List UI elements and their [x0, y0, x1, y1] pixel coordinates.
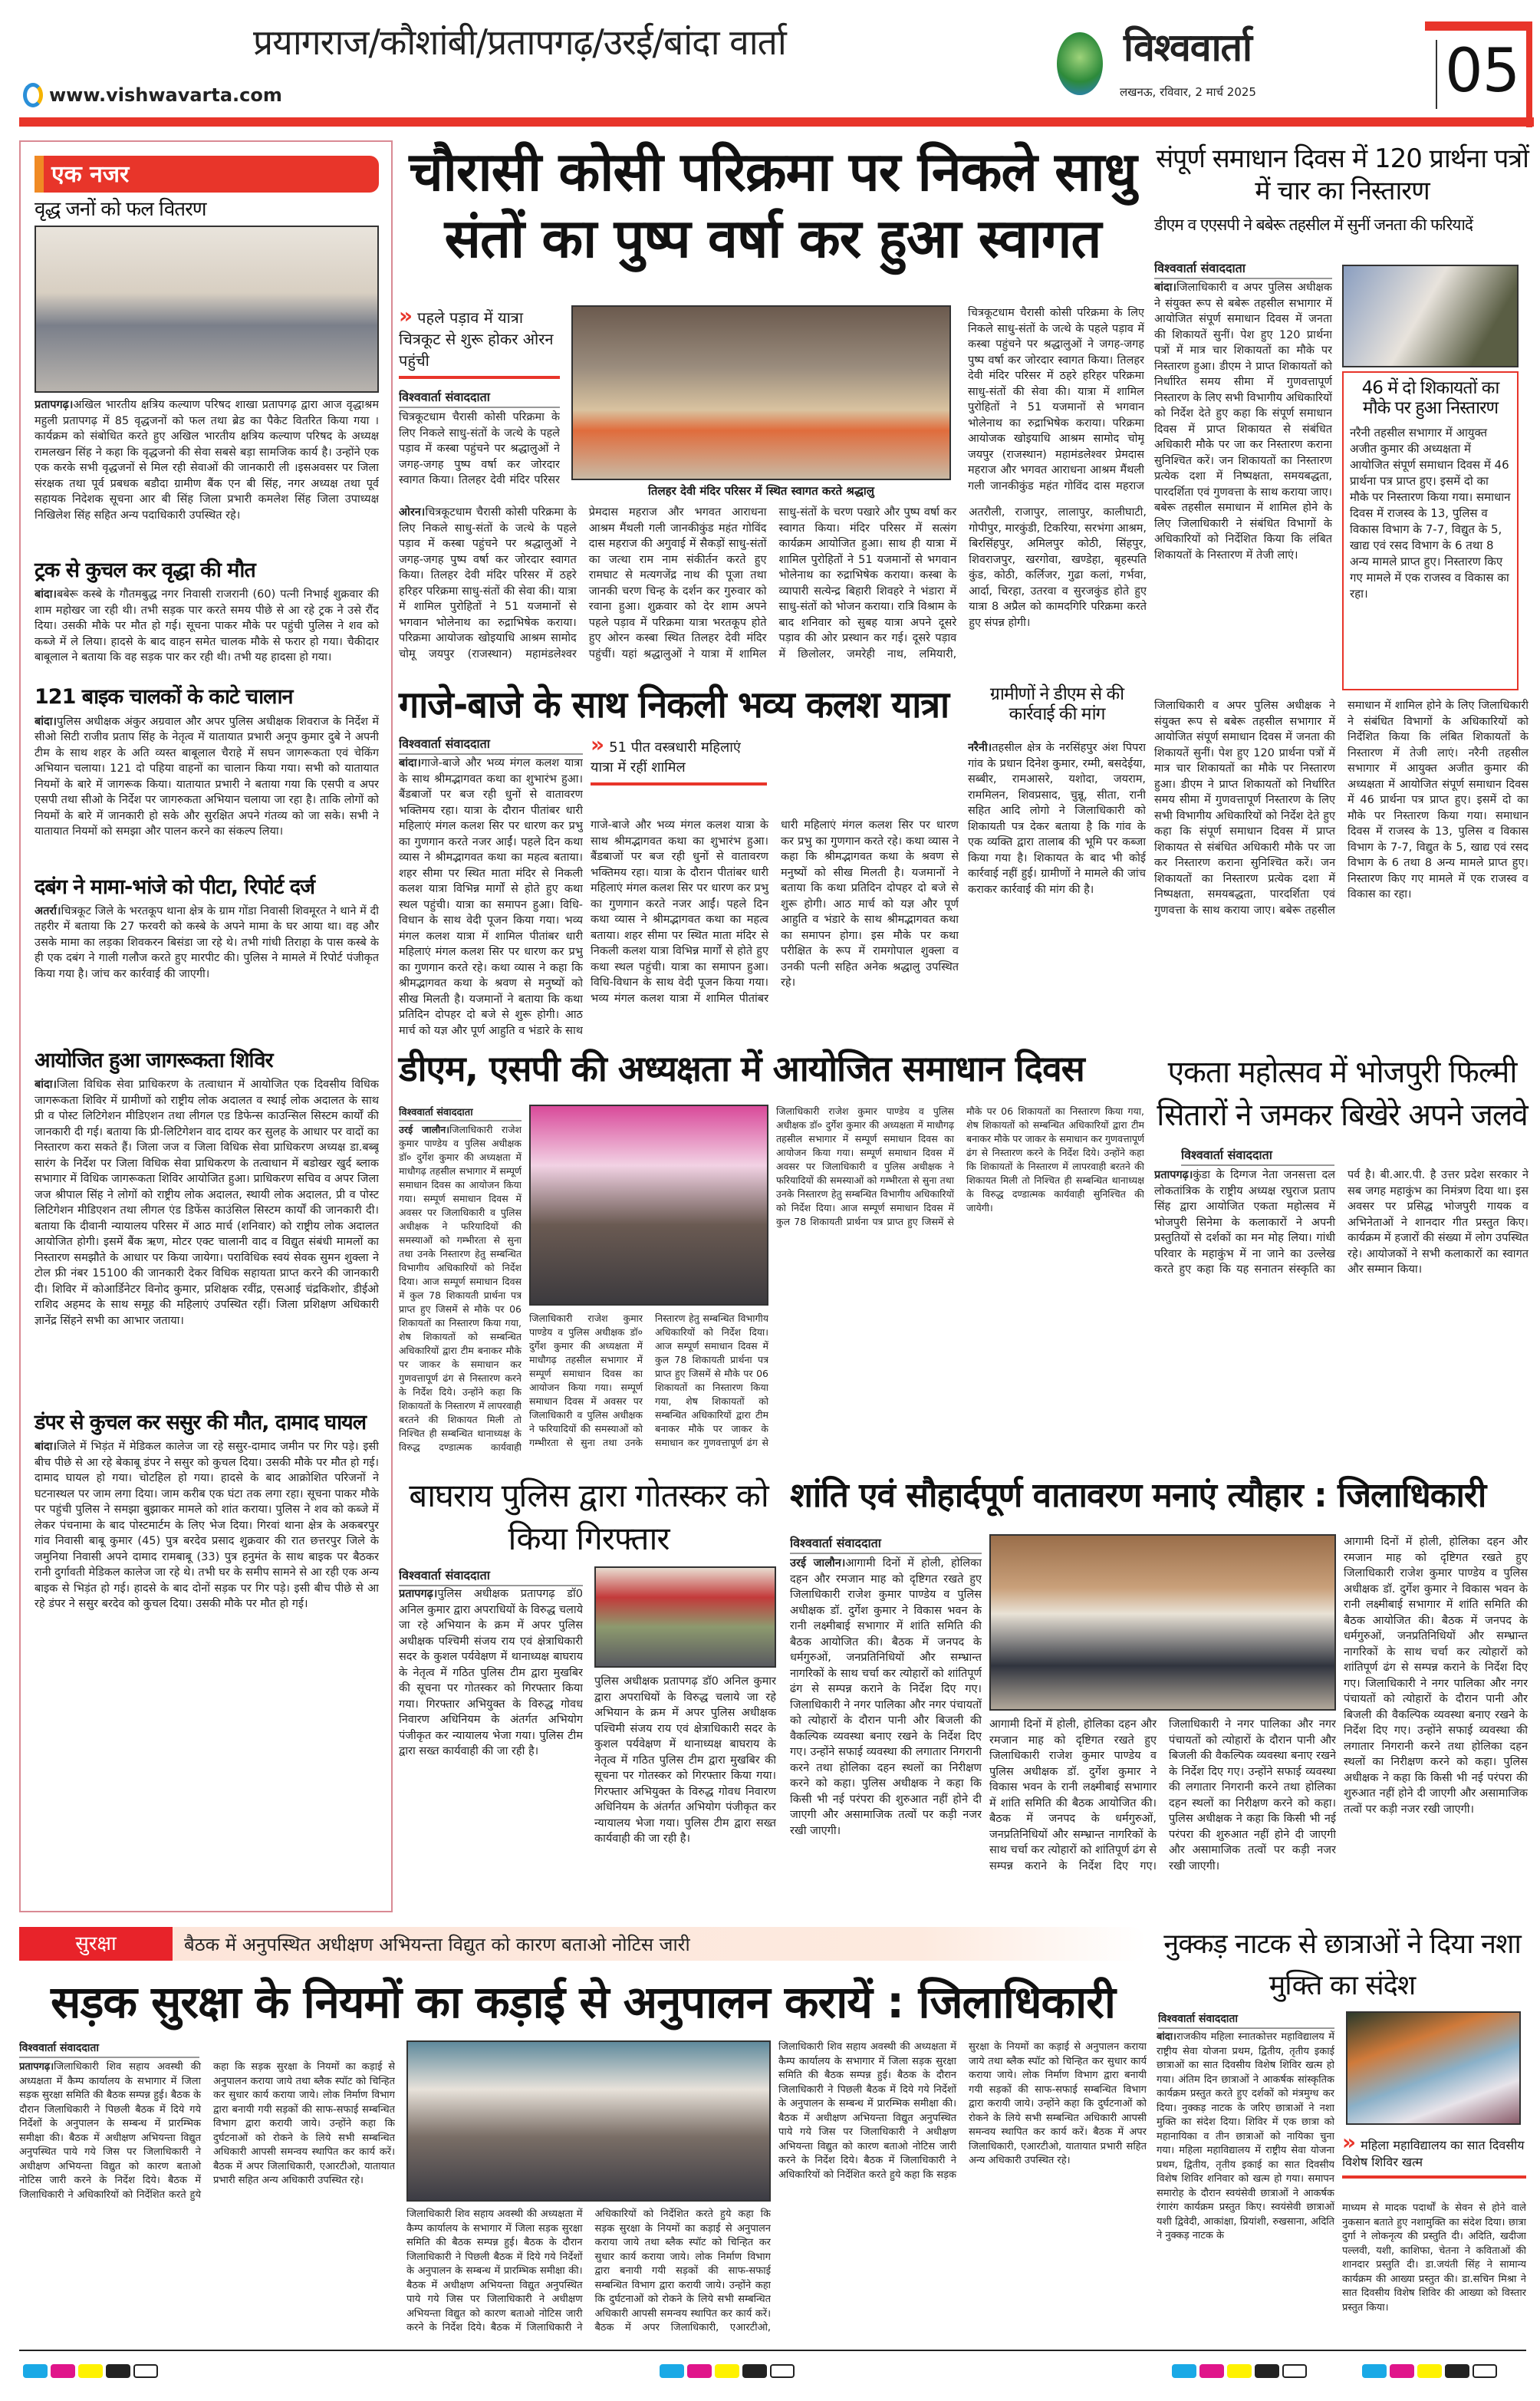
baghray-headline: बाघराय पुलिस द्वारा गोतस्कर को किया गिरफ्तार: [409, 1477, 768, 1557]
byline: विश्ववार्ता संवाददाता: [399, 735, 583, 755]
lead-headline-line2: संतों का पुष्प वर्षा कर हुआ स्वागत: [444, 207, 1101, 270]
story-headline: ट्रक से कुचल कर वृद्धा की मौत: [35, 558, 255, 583]
story-body: बांदा।बबेरू कस्बे के गौतमबुद्ध नगर निवासी राजरानी (60) पत्नी निभाई शुक्रवार की शाम महोखर जा रही थी। तभी सड़क पार करते समय पीछे से आ रहे ट्रक ने उसे रौंद दिया। उसकी मौके पर मौत हो गई। सूचना पाकर मौके पर पहुंची पुलिस ने शव को कब्जे में ले लिया। हादसे के बाद वाहन समेत चालक मौके से फरार हो गया। चैकीदार बाबूलाल ने बताया कि वह सड़क पार कर रही थी। तभी यह हादसा हो गया।: [35, 588, 379, 664]
safety-meeting-photo: [406, 2040, 771, 2202]
story-headline: आयोजित हुआ जागरूकता शिविर: [35, 1048, 273, 1072]
complaints-box: [1342, 371, 1519, 690]
right-top-headline: संपूर्ण समाधान दिवस में 120 प्रार्थना पत्रों में चार का निस्तारण: [1156, 143, 1528, 206]
right-top-subhead: डीएम व एएसपी ने बबेरू तहसील में सुनीं जनता की फरियादें: [1154, 216, 1473, 234]
color-registration-marks: [1362, 2364, 1497, 2378]
website-url: www.vishwavarta.com: [49, 84, 282, 106]
shanti-headline: शांति एवं सौहार्दपूर्ण वातावरण मनाएं त्यौहार : जिलाधिकारी: [790, 1476, 1486, 1515]
byline: विश्ववार्ता संवाददाता: [790, 1534, 982, 1554]
ek-nazar-tag: एक नजर: [35, 156, 379, 193]
shanti-body-cont: आगामी दिनों में होली, होलिका दहन और रमजान माह को दृष्टिगत रखते हुए जिलाधिकारी राजेश कुमार पाण्डेय व पुलिस अधीक्षक डॉ. दुर्गेश कुमार ने विकास भवन के रानी लक्ष्मीबाई सभागार में शांति समिति की बैठक आयोजित की। बैठक में जनपद के धर्मगुरुओं, जनप्रतिनिधियों और सम्भ्रान्त नागरिकों के साथ चर्चा कर त्योहारों को शांतिपूर्ण ढंग से सम्पन्न कराने के निर्देश दिए गए। जिलाधिकारी ने नगर पालिका और नगर पंचायतों को त्योहारों के दौरान पानी और बिजली की वैकल्पिक व्यवस्था बनाए रखने के निर्देश दिए गए। उन्होंने सफाई व्यवस्था की लगातार निगरानी करने तथा होलिका दहन स्थलों का निरीक्षण करने को कहा। पुलिस अधीक्षक ने कहा कि किसी भी नई परंपरा की शुरुआत नहीं होने दी जाएगी और असामाजिक तत्वों पर कड़ी नजर रखी जाएगी।: [989, 1718, 1336, 1872]
right-top-body: बांदा।जिलाधिकारी व अपर पुलिस अधीक्षक ने संयुक्त रूप से बबेरू तहसील सभागार में आयोजित संपूर्ण समाधान दिवस में जनता की शिकायतें सुनीं। पेश हुए 120 प्रार्थना पत्रों में मात्र चार शिकायतों का मौके पर निस्तारण हुआ। डीएम ने प्राप्त शिकायतों को निर्धारित समय सीमा में गुणवत्तापूर्ण निस्तारण के लिए सभी विभागीय अधिकारियों को निर्देश देते हुए कहा कि संपूर्ण समाधान दिवस में प्राप्त शिकायत से संबंधित अधिकारी मौके पर जा कर निस्तारण कराना सुनिश्चित करें। जन शिकायतों का निस्तारण प्रत्येक दशा में निष्पक्षता, समयबद्धता, पारदर्शिता एवं गुणवत्ता के साथ कराया जाए। बबेरू तहसील समाधान में शामिल होने के लिए जिलाधिकारी ने संबंधित विभागों के अधिकारियों को निर्देशित किया कि लंबित शिकायतों के निस्तारण में तेजी लाएं।: [1154, 282, 1332, 562]
shanti-meeting-photo: [989, 1534, 1336, 1711]
lead-body-right: चित्रकूटधाम चैरासी कोसी परिक्रमा के लिए निकले साधु-संतों के जत्थे के पहले पड़ाव में कस्बा पहुंचने पर श्रद्धालुओं ने जगह-जगह पुष्प वर्षा कर जोरदार स्वागत किया। तिलहर देवी मंदिर परिसर में ठहरे हरिहर परिक्रमा साधु-संतों की सेवा की। यात्रा में शामिल पुरोहितों ने 51 यजमानों से भगवान भोलेनाथ का रुद्राभिषेक कराया। परिक्रमा आयोजक खोइयाधि आश्रम सामोद चोमू जयपुर (राजस्थान) महामंडलेश्वर प्रेमदास महराज और भगवत आराधना आश्रम मैंथली गली जानकीकुंड महंत गोविंद दास महराज: [968, 307, 1144, 492]
story-body: बांदा।जिले में भिड़ंत में मेडिकल कालेज जा रहे ससुर-दामाद जमीन पर गिर पड़े। इसी बीच पीछे से आ रहे बेकाबू डंपर ने ससुर को कुचल दिया। उसकी मौके पर मौत हो गई। दामाद घायल हो गया। चोटहिल हो गया। हादसे के बाद आक्रोशित परिजनों ने घटनास्थल पर जाम लगा दिया। जाम करीब एक घंटा तक लगा रहा। सूचना पाकर मौके पर पहुंची पुलिस ने समझा बुझाकर मामले को शांत कराया। पुलिस ने शव को कब्जे में लेकर पंचनामा के बाद पोस्टमार्टम के लिए भेज दिया। गिरवां थाना क्षेत्र के अकबरपुर गांव निवासी बाबू कुमार (45) पुत्र बरदेव प्रसाद शुक्रवार की रात छत्तरपुर जिले के जमुनिया निवासी अपने दामाद रामबाबू (33) पुत्र हनुमंत के साथ बाइक पर बैठकर रानी दुर्गावती मेडिकल कालेज जा रहे थे। तभी घर के समीप सामने से आ रही एक अन्य बाइक से भिड़ंत हो गई। हादसे के बाद दोनों सड़क पर गिर पड़े। इसी बीच पीछे से आ रहे डंपर ने ससुर बरदेव को कुचल दिया। उसकी मौके पर मौत हो गई।: [35, 1441, 379, 1611]
dmsp-body: उरई जालौन।जिलाधिकारी राजेश कुमार पाण्डेय व पुलिस अधीक्षक डॉ० दुर्गेश कुमार की अध्यक्षता में माधौगढ़ तहसील सभागार में सम्पूर्ण समाधान दिवस का आयोजन किया गया। सम्पूर्ण समाधान दिवस में अवसर पर जिलाधिकारी व पुलिस अधीक्षक ने फरियादियों की समस्याओं को गम्भीरता से सुना तथा उनके निस्तारण हेतु सम्बन्धित विभागीय अधिकारियों को निर्देश दिया। आज सम्पूर्ण समाधान दिवस में कुल 78 शिकायती प्रार्थना पत्र प्राप्त हुए जिसमें से मौके पर 06 शिकायतों का निस्तारण किया गया, शेष शिकायतों को सम्बन्धित अधिकारियों द्वारा टीम बनाकर मौके पर जाकर के समाधान कर गुणवत्तापूर्ण ढंग से निस्तारण करने के निर्देश दिये। उन्होंने कहा कि शिकायतों के निस्तारण में लापरवाही बरतने की शिकायत मिली तो निश्चित ही सम्बन्धित थानाध्यक्ष के विरुद्ध दण्डात्मक कार्यवाही: [399, 1124, 522, 1453]
lead-body: ओरन।चित्रकूटधाम चैरासी कोसी परिक्रमा के लिए निकले साधु-संतों के जत्थे के पहले पड़ाव में कस्बा पहुंचने पर श्रद्धालुओं ने जगह-जगह पुष्प वर्षा कर जोरदार स्वागत किया। तिलहर देवी मंदिर परिसर में ठहरे हरिहर परिक्रमा साधु-संतों की सेवा की। यात्रा में शामिल पुरोहितों ने 51 यजमानों से भगवान भोलेनाथ का रुद्राभिषेक कराया। परिक्रमा आयोजक खोइयाधि आश्रम सामोद चोमू जयपुर (राजस्थान) महामंडलेश्वर प्रेमदास महराज और भगवत आराधना आश्रम मैंथली गली जानकीकुंड महंत गोविंद दास महराज की अगुवाई में सैकड़ों साधु-संतों का जत्था राम नाम संकीर्तन करते हुए रामघाट से मत्यगजेंद्र नाथ की पूजा तथा जानकी चरण चिन्ह के दर्शन कर गुरुवार को रवाना हुआ। शुक्रवार को देर शाम अपने पहले पड़ाव में परिक्रमा यात्रा भरतकूप होते हुए ओरन कस्बा स्थित तिलहर देवी मंदिर पहुंचीं। यहां श्रद्धालुओं ने यात्रा में शामिल साधु-संतों के चरण पखारे और पुष्प वर्षा कर स्वागत किया। मंदिर परिसर में सत्संग कार्यक्रम आयोजित हुआ। साथ ही यात्रा में शामिल पुरोहितों ने 51 यजमानों से भगवान भोलेनाथ का रुद्राभिषेक कराया। कस्बा के व्यापारी सत्येन्द्र बिहारी शिवहरे ने भंडारा में साधु-संतों को भोजन कराया। रात्रि विश्राम के बाद शनिवार को सुबह यात्रा अपने दूसरे पड़ाव की ओर प्रस्थान कर गई। दूसरे पड़ाव में छिलोलर, जमरेही नाथ, लमियारी, अतरौली, राजापुर, लालापुर, कालीघाटी, गोपीपुर, मारकुंडी, टिकरिया, सरभंगा आश्रम, बिरसिंहपुर, अमिलपुर कोठी, सिंहपुर, शिवराजपुर, खरगोवा, खण्डेहा, बृहस्पति कुंड, कोठी, कर्लिजर, गुढा कलां, गर्भवा, आर्दा, चिरहा, उतरवा व सुरजकुंड होते हुए यात्रा 8 अप्रैल को कामदगिरि परिक्रमा करते हुए संपन्न होगी।: [399, 506, 1147, 660]
right-top-body-cont: जिलाधिकारी व अपर पुलिस अधीक्षक ने संयुक्त रूप से बबेरू तहसील सभागार में आयोजित संपूर्ण समाधान दिवस में जनता की शिकायतें सुनीं। पेश हुए 120 प्रार्थना पत्रों में मात्र चार शिकायतों का मौके पर निस्तारण हुआ। डीएम ने प्राप्त शिकायतों को निर्धारित समय सीमा में गुणवत्तापूर्ण निस्तारण के लिए सभी विभागीय अधिकारियों को निर्देश देते हुए कहा कि संपूर्ण समाधान दिवस में प्राप्त शिकायत से संबंधित अधिकारी मौके पर जा कर निस्तारण कराना सुनिश्चित करें। जन शिकायतों का निस्तारण प्रत्येक दशा में निष्पक्षता, समयबद्धता, पारदर्शिता एवं गुणवत्ता के साथ कराया जाए। बबेरू तहसील समाधान में शामिल होने के लिए जिलाधिकारी ने संबंधित विभागों के अधिकारियों को निर्देशित किया कि लंबित शिकायतों के निस्तारण में तेजी लाएं। नरैनी तहसील सभागार में आयुक्त अजीत कुमार की अध्यक्षता में आयोजित संपूर्ण समाधान दिवस में 46 प्रार्थना पत्र प्राप्त हुए। इसमें दो का मौके पर निस्तारण किया गया। समाधान दिवस में राजस्व के 13, पुलिस व विकास विभाग के 7-7, विद्युत के 5, खाद्य एवं रसद विभाग के 6 तथा 8 अन्य मामले प्राप्त हुए। निस्तारण किए गए मामले में एक राजस्व व विकास का रहा।: [1154, 700, 1528, 917]
brand-logo-icon: [1057, 32, 1103, 95]
byline: विश्ववार्ता संवाददाता: [1154, 259, 1332, 279]
byline: विश्ववार्ता संवाददाता: [399, 388, 560, 408]
kalash-body-cont: गाजे-बाजे और भव्य मंगल कलश यात्रा के साथ श्रीमद्भागवत कथा का शुभारंभ हुआ। बैंडबाजों पर बज रही धुनों से वातावरण भक्तिमय रहा। यात्रा के दौरान पीतांबर धारी महिलाएं मंगल कलश सिर पर धारण कर प्रभु का गुणगान करते नजर आईं। पहले दिन कथा व्यास ने श्रीमद्भागवत कथा का महत्व बताया। शहर सीमा पर स्थित माता मंदिर से निकली कलश यात्रा विभिन्न मार्गों से होते हुए कथा स्थल पहुंची। यात्रा का समापन हुआ। विधि-विधान के साथ वेदी पूजन किया गया। भव्य मंगल कलश यात्रा में शामिल पीतांबर धारी महिलाएं मंगल कलश सिर पर धारण कर प्रभु का गुणगान करते रहे। कथा व्यास ने कहा कि श्रीमद्भागवत कथा के श्रवण से मनुष्यों को सीख मिलती है। यजमानों ने बताया कि कथा प्रतिदिन दोपहर दो बजे से शुरू होगी। आठ मार्च को यज्ञ और पूर्ण आहुति व भंडारे के साथ श्रीमद्भागवत कथा का समापन होगा। इस मौके पर कथा परीक्षित के रूप में रामगोपाल शुक्ला व उनकी पत्नी सहित अनेक श्रद्धालु उपस्थित रहे।: [591, 819, 959, 1005]
story-body: अतर्रा।चित्रकूट जिले के भरतकूप थाना क्षेत्र के ग्राम गोंडा निवासी शिवमूरत ने थाने में दी तहरीर में बताया कि 27 फरवरी को कस्बे के अपने मामा के घर आया था। वह और उसके मामा का लड़का शिवकरन बिसंडा जा रहे थे। तभी गांधी तिराहा के पास कस्बे के ही एक दबंग ने गाली गलौज करते हुए मारपीट की। पुलिस ने मामले में रिपोर्ट पंजीकृत किया गया है। जांच कर कार्रवाई की जाएगी।: [35, 904, 379, 980]
kalash-pull-quote: » 51 पीत वस्त्रधारी महिलाएं यात्रा में रहीं शामिल: [591, 735, 767, 786]
footer-rule: [19, 2350, 1526, 2351]
chevron-icon: »: [1342, 2129, 1357, 2155]
gramin-body: नरैनी।तहसील क्षेत्र के नरसिंहपुर अंश पिपरा गांव के प्रधान दिनेश कुमार, रम्मी, बसदेईया, सब्बीर, रामआसरे, यशोदा, जयराम, राममिलन, शिवप्रसाद, चुन्नू, सीता, रानी सहित आदि लोगो ने जिलाधिकारी को शिकायती पत्र देकर बताया है कि गांव के एक व्यक्ति द्वारा तालाब की भूमि पर कब्जा किया गया है। शिकायत के बाद भी कोई कार्रवाई नहीं हुई। ग्रामीणों ने मामले की जांच कराकर कार्रवाई की मांग की है।: [968, 742, 1146, 896]
safety-headline: सड़क सुरक्षा के नियमों का कड़ाई से अनुपालन करायें : जिलाधिकारी: [51, 1976, 1115, 2028]
gramin-headline: ग्रामीणों ने डीएम से की कार्रवाई की मांग: [989, 684, 1124, 724]
safety-body: प्रतापगढ़।जिलाधिकारी शिव सहाय अवस्थी की अध्यक्षता में कैम्प कार्यालय के सभागार में जिला सड़क सुरक्षा समिति की बैठक सम्पन्न हुई। बैठक के दौरान जिलाधिकारी ने पिछली बैठक में दिये गये निर्देशों के अनुपालन के सम्बन्ध में प्रारम्भिक समीक्षा की। बैठक में अधीक्षण अभियन्ता विद्युत अनुपस्थित पाये गये जिस पर जिलाधिकारी ने अधीक्षण अभियन्ता विद्युत को कारण बताओ नोटिस जारी करने के निर्देश दिये। बैठक में जिलाधिकारी ने अधिकारियों को निर्देशित करते हुये कहा कि सड़क सुरक्षा के नियमों का कड़ाई से अनुपालन कराया जाये तथा ब्लैक स्पॉट को चिन्हित कर सुधार कार्य कराया जाये। लोक निर्माण विभाग द्वारा बनायी गयी सड़कों की साफ-सफाई सम्बन्धित विभाग द्वारा करायी जाये। उन्होंने कहा कि दुर्घटनाओं को रोकने के लिये सभी सम्बन्धित अधिकारी आपसी समन्वय स्थापित कर कार्य करें। बैठक में अपर जिलाधिकारी, एआरटीओ, यातायात प्रभारी सहित अन्य अधिकारी उपस्थित रहे।: [19, 2061, 395, 2201]
baghray-body: प्रतापगढ़।पुलिस अधीक्षक प्रतापगढ़ डॉ0 अनिल कुमार द्वारा अपराधियों के विरुद्ध चलाये जा रहे अभियान के क्रम में अपर पुलिस अधीक्षक पश्चिमी संजय राय एवं क्षेत्राधिकारी सदर के कुशल पर्यवेक्षण में थानाध्यक्ष बाघराय के नेतृत्व में गठित पुलिस टीम द्वारा मुखबिर की सूचना पर गोतस्कर को गिरफ्तार किया गया। गिरफ्तार अभियुक्त के विरुद्ध गोवध निवारण अधिनियम के अंतर्गत अभियोग पंजीकृत कर न्यायालय भेजा गया। पुलिस टीम द्वारा सख्त कार्यवाही की जा रही है।: [399, 1588, 583, 1757]
page-divider: [1436, 40, 1437, 109]
kalash-body: बांदा।गाजे-बाजे और भव्य मंगल कलश यात्रा के साथ श्रीमद्भागवत कथा का शुभारंभ हुआ। बैंडबाजों पर बज रही धुनों से वातावरण भक्तिमय रहा। यात्रा के दौरान पीतांबर धारी महिलाएं मंगल कलश सिर पर धारण कर प्रभु का गुणगान करते नजर आईं। पहले दिन कथा व्यास ने श्रीमद्भागवत कथा का महत्व बताया। शहर सीमा पर स्थित माता मंदिर से निकली कलश यात्रा विभिन्न मार्गों से होते हुए कथा स्थल पहुंची। यात्रा का समापन हुआ। विधि-विधान के साथ वेदी पूजन किया गया। भव्य मंगल कलश यात्रा में शामिल पीतांबर धारी महिलाएं मंगल कलश सिर पर धारण कर प्रभु का गुणगान करते रहे। कथा व्यास ने कहा कि श्रीमद्भागवत कथा के श्रवण से मनुष्यों को सीख मिलती है। यजमानों ने बताया कि कथा प्रतिदिन दोपहर दो बजे से शुरू होगी। आठ मार्च को यज्ञ और पूर्ण आहुति व भंडारे के साथ: [399, 757, 583, 1037]
safety-body-cont: जिलाधिकारी शिव सहाय अवस्थी की अध्यक्षता में कैम्प कार्यालय के सभागार में जिला सड़क सुरक्षा समिति की बैठक सम्पन्न हुई। बैठक के दौरान जिलाधिकारी ने पिछली बैठक में दिये गये निर्देशों के अनुपालन के सम्बन्ध में प्रारम्भिक समीक्षा की। बैठक में अधीक्षण अभियन्ता विद्युत अनुपस्थित पाये गये जिस पर जिलाधिकारी ने अधीक्षण अभियन्ता विद्युत को कारण बताओ नोटिस जारी करने के निर्देश दिये। बैठक में जिलाधिकारी ने अधिकारियों को निर्देशित करते हुये कहा कि सड़क सुरक्षा के नियमों का कड़ाई से अनुपालन कराया जाये तथा ब्लैक स्पॉट को चिन्हित कर सुधार कार्य कराया जाये। लोक निर्माण विभाग द्वारा बनायी गयी सड़कों की साफ-सफाई सम्बन्धित विभाग द्वारा करायी जाये। उन्होंने कहा कि दुर्घटनाओं को रोकने के लिये सभी सम्बन्धित अधिकारी आपसी समन्वय स्थापित कर कार्य करें। बैठक में अपर जिलाधिकारी, एआरटीओ,: [406, 2208, 771, 2333]
color-registration-marks: [660, 2364, 795, 2378]
nukkad-photo: [1346, 2011, 1521, 2125]
edition-title: प्रयागराज/कौशांबी/प्रतापगढ़/उरई/बांदा वार्ता: [253, 21, 786, 63]
story-headline: दबंग ने मामा-भांजे को पीटा, रिपोर्ट दर्ज: [35, 874, 315, 899]
safety-kicker: बैठक में अनुपस्थित अधीक्षण अभियन्ता विद्युत को कारण बताओ नोटिस जारी: [184, 1934, 690, 1955]
ekta-body: प्रतापगढ़।कुंडा के दिग्गज नेता जनसत्ता दल लोकतांत्रिक के राष्ट्रीय अध्यक्ष रघुराज प्रताप सिंह द्वारा आयोजित एकता महोत्सव में भोजपुरी सिनेमा के कलाकारों ने अपनी प्रस्तुतियों से दर्शकों का मन मोह लिया। गांधी परिवार के महाकुंभ में ना जाने का उल्लेख करते हुए कहा कि यह सनातन संस्कृति का पर्व है। बी.आर.पी. है उत्तर प्रदेश सरकार ने सब जगह महाकुंभ का निमंत्रण दिया था। इस अवसर पर प्रसिद्ध भोजपुरी गायक व अभिनेताओं ने शानदार गीत प्रस्तुत किए। कार्यक्रम में हजारों की संख्या में लोग उपस्थित रहे। आयोजकों ने सभी कलाकारों का स्वागत और सम्मान किया।: [1154, 1169, 1528, 1276]
baghray-photo: [594, 1566, 776, 1668]
story-headline: 121 बाइक चालकों के काटे चालान: [35, 685, 293, 710]
dmsp-body-right: जिलाधिकारी राजेश कुमार पाण्डेय व पुलिस अधीक्षक डॉ० दुर्गेश कुमार की अध्यक्षता में माधौगढ़ तहसील सभागार में सम्पूर्ण समाधान दिवस का आयोजन किया गया। सम्पूर्ण समाधान दिवस में अवसर पर जिलाधिकारी व पुलिस अधीक्षक ने फरियादियों की समस्याओं को गम्भीरता से सुना तथा उनके निस्तारण हेतु सम्बन्धित विभागीय अधिकारियों को निर्देश दिया। आज सम्पूर्ण समाधान दिवस में कुल 78 शिकायती प्रार्थना पत्र प्राप्त हुए जिसमें से मौके पर 06 शिकायतों का निस्तारण किया गया, शेष शिकायतों को सम्बन्धित अधिकारियों द्वारा टीम बनाकर मौके पर जाकर के समाधान कर गुणवत्तापूर्ण ढंग से निस्तारण करने के निर्देश दिये। उन्होंने कहा कि शिकायतों के निस्तारण में लापरवाही बरतने की शिकायत मिली तो निश्चित ही सम्बन्धित थानाध्यक्ष के विरुद्ध दण्डात्मक कार्यवाही सुनिश्चित की जायेगी।: [776, 1105, 1144, 1227]
lead-headline-line1: चौरासी कोसी परिक्रमा पर निकले साधु: [409, 140, 1137, 203]
chevron-icon: »: [591, 732, 605, 757]
story-headline: डंपर से कुचल कर ससुर की मौत, दामाद घायल: [35, 1411, 367, 1435]
byline: विश्ववार्ता संवाददाता: [1181, 1146, 1334, 1166]
story-headline: वृद्ध जनों को फल वितरण: [35, 198, 206, 221]
nukkad-body-cont: माध्यम से मादक पदार्थों के सेवन से होने वाले नुकसान बताते हुए नशामुक्ति का संदेश दिया। छात्रा दुर्गा ने लोकनृत्य की प्रस्तुति दी। अदिति, खदीजा पल्लवी, यशी, काशिफा, चेतना ने कविताओं की शानदार प्रस्तुति दी। डा.जयंती सिंह ने सामान्य कार्यक्रम की आख्या प्रस्तुत की। डा.सचिन मिश्रा ने सात दिवसीय विशेष शिविर की आख्या को विस्तार प्रस्तुत किया।: [1342, 2202, 1526, 2314]
byline: विश्ववार्ता संवाददाता: [399, 1566, 583, 1586]
byline: विश्ववार्ता संवाददाता: [399, 1105, 522, 1121]
photo-caption: तिलहर देवी मंदिर परिसर में स्थित स्वागत करते श्रद्धालु: [648, 484, 874, 498]
color-registration-marks: [23, 2364, 158, 2378]
parikrama-photo: [571, 305, 951, 480]
nukkad-headline: नुक्कड़ नाटक से छात्राओं ने दिया नशा मुक्ति का संदेश: [1163, 1928, 1521, 2001]
box-headline: 46 में दो शिकायतों का मौके पर हुआ निस्तारण: [1361, 378, 1499, 418]
byline: विश्ववार्ता संवाददाता: [19, 2040, 199, 2058]
box-body: नरैनी तहसील सभागार में आयुक्त अजीत कुमार की अध्यक्षता में आयोजित संपूर्ण समाधान दिवस में 46 प्रार्थना पत्र प्राप्त हुए। इसमें दो का मौके पर निस्तारण किया गया। समाधान दिवस में राजस्व के 13, पुलिस व विकास विभाग के 7-7, विद्युत के 5, खाद्य एवं रसद विभाग के 6 तथा 8 अन्य मामले प्राप्त हुए। निस्तारण किए गए मामले में एक राजस्व व विकास का रहा।: [1350, 425, 1511, 601]
kalash-headline: गाजे-बाजे के साथ निकली भव्य कलश यात्रा: [399, 683, 949, 726]
dmsp-photo: [529, 1105, 768, 1306]
dmsp-headline: डीएम, एसपी की अध्यक्षता में आयोजित समाधान दिवस: [399, 1048, 1084, 1089]
website-logo-icon: [23, 83, 43, 107]
fruit-distribution-photo: [35, 226, 379, 393]
samadhan-photo: [1342, 265, 1519, 367]
ekta-headline: एकता महोत्सव में भोजपुरी फिल्मी सितारों ने जमकर बिखेरे अपने जलवे: [1157, 1055, 1528, 1133]
dmsp-body-cont: जिलाधिकारी राजेश कुमार पाण्डेय व पुलिस अधीक्षक डॉ० दुर्गेश कुमार की अध्यक्षता में माधौगढ़ तहसील सभागार में सम्पूर्ण समाधान दिवस का आयोजन किया गया। सम्पूर्ण समाधान दिवस में अवसर पर जिलाधिकारी व पुलिस अधीक्षक ने फरियादियों की समस्याओं को गम्भीरता से सुना तथा उनके निस्तारण हेतु सम्बन्धित विभागीय अधिकारियों को निर्देश दिया। आज सम्पूर्ण समाधान दिवस में कुल 78 शिकायती प्रार्थना पत्र प्राप्त हुए जिसमें से मौके पर 06 शिकायतों का निस्तारण किया गया, शेष शिकायतों को सम्बन्धित अधिकारियों द्वारा टीम बनाकर मौके पर जाकर के समाधान कर गुणवत्तापूर्ण ढंग से: [529, 1312, 768, 1448]
nukkad-pull-quote: » महिला महाविद्यालय का सात दिवसीय विशेष शिविर खत्म: [1342, 2134, 1526, 2179]
header-rule: [19, 117, 1534, 127]
place-date: लखनऊ, रविवार, 2 मार्च 2025: [1120, 85, 1256, 99]
baghray-body-cont: पुलिस अधीक्षक प्रतापगढ़ डॉ0 अनिल कुमार द्वारा अपराधियों के विरुद्ध चलाये जा रहे अभियान के क्रम में अपर पुलिस अधीक्षक पश्चिमी संजय राय एवं क्षेत्राधिकारी सदर के कुशल पर्यवेक्षण में थानाध्यक्ष बाघराय के नेतृत्व में गठित पुलिस टीम द्वारा मुखबिर की सूचना पर गोतस्कर को गिरफ्तार किया गया। गिरफ्तार अभियुक्त के विरुद्ध गोवध निवारण अधिनियम के अंतर्गत अभियोग पंजीकृत कर न्यायालय भेजा गया। पुलिस टीम द्वारा सख्त कार्यवाही की जा रही है।: [594, 1675, 776, 1845]
brand-name: विश्ववार्ता: [1124, 25, 1252, 70]
story-body: बांदा।पुलिस अधीक्षक अंकुर अग्रवाल और अपर पुलिस अधीक्षक शिवराज के निर्देश में सीओ सिटी राजीव प्रताप सिंह के नेतृत्व में यातायात प्रभारी अनूप कुमार दुबे ने अपनी टीम के साथ शहर के अति व्यस्त बाबूलाल चैराहे में सघन जागरूकता एवं चेकिंग अभियान चलाया। 121 दो पहिया वाहनों का चालान किया गया। सभी को यातायात नियमों के बारे में जागरूक किया। यातायात प्रभारी ने बताया गया कि एसपी व अपर एसपी तथा सीओ के निर्देश पर जागरुकता अभियान चलाया जा रहा है। ताकि लोगों को नियमों के बारे में जानकारी हो सके और सुरक्षित अपने गंतव्य को जा सके। सभी ने यातायात नियमों को समझा और पालन करने का संकल्प लिया।: [35, 715, 379, 838]
nukkad-body: बांदा।राजकीय महिला स्नातकोत्तर महाविद्यालय में राष्ट्रीय सेवा योजना प्रथम, द्वितीय, तृतीय इकाई छात्राओं का सात दिवसीय विशेष शिविर खत्म हो गया। अंतिम दिन छात्राओं ने आकर्षक सांस्कृतिक कार्यक्रम प्रस्तुत करते हुए दर्शकों को मंत्रमुग्ध कर दिया। नुक्कड़ नाटक के जरिए छात्राओं ने नशा मुक्ति का संदेश दिया। शिविर में एक छात्रा को महानायिका व तीन छात्राओं को नायिका चुना गया। महिला महाविद्यालय में राष्ट्रीय सेवा योजना प्रथम, द्वितीय, तृतीय इकाई का सात दिवसीय विशेष शिविर शनिवार को खत्म हो गया। समापन समारोह के दौरान स्वयंसेवी छात्राओं ने आकर्षक रंगारंग कार्यक्रम प्रस्तुत किए। स्वयंसेवी छात्राओं यशी द्विवेदी, आकांक्षा, प्रियांशी, रुखसाना, अदिति ने नुक्कड़ नाटक के: [1157, 2031, 1334, 2241]
shanti-body-right: आगामी दिनों में होली, होलिका दहन और रमजान माह को दृष्टिगत रखते हुए जिलाधिकारी राजेश कुमार पाण्डेय व पुलिस अधीक्षक डॉ. दुर्गेश कुमार ने विकास भवन के रानी लक्ष्मीबाई सभागार में शांति समिति की बैठक आयोजित की। बैठक में जनपद के धर्मगुरुओं, जनप्रतिनिधियों और सम्भ्रान्त नागरिकों के साथ चर्चा कर त्योहारों को शांतिपूर्ण ढंग से सम्पन्न कराने के निर्देश दिए गए। जिलाधिकारी ने नगर पालिका और नगर पंचायतों को त्योहारों के दौरान पानी और बिजली की वैकल्पिक व्यवस्था बनाए रखने के निर्देश दिए गए। उन्होंने सफाई व्यवस्था की लगातार निगरानी करने तथा होलिका दहन स्थलों का निरीक्षण करने को कहा। पुलिस अधीक्षक ने कहा कि किसी भी नई परंपरा की शुरुआत नहीं होने दी जाएगी और असामाजिक तत्वों पर कड़ी नजर रखी जाएगी।: [1344, 1536, 1528, 1816]
page-number: 05: [1445, 37, 1520, 106]
story-body: बांदा।जिला विधिक सेवा प्राधिकरण के तत्वाधान में आयोजित एक दिवसीय विधिक जागरूकता शिविर में ग्रामीणों को राष्ट्रीय लोक अदालत व स्थाई लोक अदालत के साथ प्री व पोस्ट लिटिगेशन मीडिएशन तथा लीगल एड डिफेन्स काउन्सिल सिस्टम कार्यों की जानकारी दी गई। बताया कि प्री-लिटिगेशन वाद दायर कर सुलह के आधार पर वादों का निस्तारण करा सकते हैं। जिला जज व जिला विधिक सेवा प्राधिकरण अध्यक्ष डा.बब्बू सारंग के निर्देश पर जिला विधिक सेवा प्राधिकरण के तत्वाधान में बडोखर खुर्द ब्लाक सभागार में विधिक जागरूकता शिविर आयोजित हुआ। प्राधिकरण सचिव व अपर जिला जज श्रीपाल सिंह ने लोगों को राष्ट्रीय लोक अदालत, स्थायी लोक अदालत, प्री व पोस्ट लिटिगेशन मीडिएशन तथा लीगल एंड डिफेंस काउंसिल सिस्टम कार्यों की जानकारी दी। बताया कि दीवानी न्यायालय परिसर में आठ मार्च (शनिवार) को राष्ट्रीय लोक अदालत आयोजित होगी। इसमें बैंक ऋण, मोटर एक्ट चालानी वाद व विद्युत संबंधी मामलों का निस्तारण समझौते के आधार पर किया जायेगा। पराविधिक स्वयं सेवक सुमन शुक्ला ने टोल फ्री नंबर 15100 की जानकारी देकर विधिक सहायता प्राप्त करने की जानकारी दी। शिविर में कोआर्डिनेटर विनोद कुमार, प्रशिक्षक रवींद्र, एसआई चंद्रकिशोर, डीईओ राशिद अहमद के साथ समूह की महिलाएं उपस्थित रहीं। जिला प्रशिक्षण अधिकारी ज्ञानेंद्र सिंहने सभी का आभार जताया।: [35, 1079, 379, 1327]
color-registration-marks: [1172, 2364, 1307, 2378]
safety-tag: सुरक्षा: [19, 1927, 173, 1961]
lead-body-side: चित्रकूटधाम चैरासी कोसी परिक्रमा के लिए निकले साधु-संतों के जत्थे के पहले पड़ाव में कस्बा पहुंचने पर श्रद्धालुओं ने जगह-जगह पुष्प वर्षा कर जोरदार स्वागत किया। तिलहर देवी मंदिर परिसर: [399, 411, 560, 486]
ek-nazar-column: [19, 140, 393, 1912]
lead-pull-quote: » पहले पड़ाव में यात्रा चित्रकूट से शुरू होकर ओरन पहुंची: [399, 305, 560, 379]
byline: विश्ववार्ता संवाददाता: [1158, 2011, 1334, 2029]
story-body: प्रतापगढ़।अखिल भारतीय क्षत्रिय कल्याण परिषद शाखा प्रतापगढ़ द्वारा आज वृद्धाश्रम महुली प्रतापगढ़ में 85 वृद्धजनों को फल तथा ब्रेड का पैकेट वितरित किया गया ।कार्यक्रम को संबोधित करते हुए अखिल भारतीय क्षत्रिय कल्याण परिषद के अध्यक्ष रामलखन सिंह ने कहा कि वृद्धजनो की सेवा सबसे बड़ा सामजिक कार्य है। उन्होंने एक एक करके सभी वृद्धजनों से मिल रही सेवाओं की जानकारी ली ।इसअवसर पर जिला संरक्षक तथा पूर्व प्रबधक बडौदा ग्रामीण बैंक एन बी सिंह, नगर अध्यक्ष तथा पूर्व सहायक निदेशक सूचना आर बी सिंह जिला प्रभारी कमलेश सिंह जिला उपाध्यक्ष निखिलेश सिंह सहित अन्य पदाधिकारी उपस्थित रहे।: [35, 399, 379, 522]
chevron-icon: »: [399, 303, 413, 328]
shanti-body: उरई जालौन।आगामी दिनों में होली, होलिका दहन और रमजान माह को दृष्टिगत रखते हुए जिलाधिकारी राजेश कुमार पाण्डेय व पुलिस अधीक्षक डॉ. दुर्गेश कुमार ने विकास भवन के रानी लक्ष्मीबाई सभागार में शांति समिति की बैठक आयोजित की। बैठक में जनपद के धर्मगुरुओं, जनप्रतिनिधियों और सम्भ्रान्त नागरिकों के साथ चर्चा कर त्योहारों को शांतिपूर्ण ढंग से सम्पन्न कराने के निर्देश दिए गए। जिलाधिकारी ने नगर पालिका और नगर पंचायतों को त्योहारों के दौरान पानी और बिजली की वैकल्पिक व्यवस्था बनाए रखने के निर्देश दिए गए। उन्होंने सफाई व्यवस्था की लगातार निगरानी करने तथा होलिका दहन स्थलों का निरीक्षण करने को कहा। पुलिस अधीक्षक ने कहा कि किसी भी नई परंपरा की शुरुआत नहीं होने दी जाएगी और असामाजिक तत्वों पर कड़ी नजर रखी जाएगी।: [790, 1557, 982, 1837]
safety-body-right: जिलाधिकारी शिव सहाय अवस्थी की अध्यक्षता में कैम्प कार्यालय के सभागार में जिला सड़क सुरक्षा समिति की बैठक सम्पन्न हुई। बैठक के दौरान जिलाधिकारी ने पिछली बैठक में दिये गये निर्देशों के अनुपालन के सम्बन्ध में प्रारम्भिक समीक्षा की। बैठक में अधीक्षण अभियन्ता विद्युत अनुपस्थित पाये गये जिस पर जिलाधिकारी ने अधीक्षण अभियन्ता विद्युत को कारण बताओ नोटिस जारी करने के निर्देश दिये। बैठक में जिलाधिकारी ने अधिकारियों को निर्देशित करते हुये कहा कि सड़क सुरक्षा के नियमों का कड़ाई से अनुपालन कराया जाये तथा ब्लैक स्पॉट को चिन्हित कर सुधार कार्य कराया जाये। लोक निर्माण विभाग द्वारा बनायी गयी सड़कों की साफ-सफाई सम्बन्धित विभाग द्वारा करायी जाये। उन्होंने कहा कि दुर्घटनाओं को रोकने के लिये सभी सम्बन्धित अधिकारी आपसी समन्वय स्थापित कर कार्य करें। बैठक में अपर जिलाधिकारी, एआरटीओ, यातायात प्रभारी सहित अन्य अधिकारी उपस्थित रहे।: [778, 2041, 1147, 2181]
